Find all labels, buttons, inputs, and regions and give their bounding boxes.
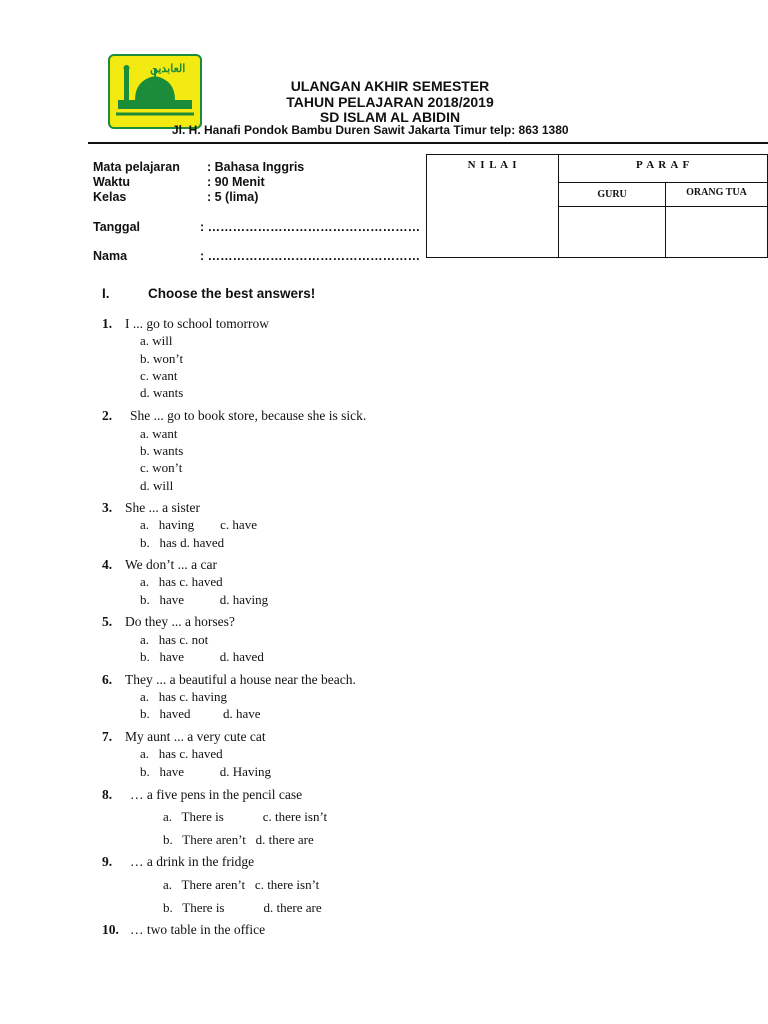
signature-header	[559, 155, 768, 183]
option[interactable]: a. There aren’t c. there isn’t	[163, 877, 320, 892]
option[interactable]: a. has c. haved	[140, 746, 223, 761]
option[interactable]: b. wants	[140, 443, 184, 458]
name-label: Nama	[93, 249, 128, 263]
class-label: Kelas	[93, 190, 127, 204]
score-cell	[427, 155, 559, 258]
question-number: 2.	[102, 408, 113, 423]
parent-header	[665, 183, 767, 207]
option[interactable]: a. has c. having	[140, 689, 228, 704]
date-field[interactable]: : ……………………………………………	[200, 220, 421, 234]
subject-label: Mata pelajaran	[93, 160, 180, 174]
question-text: She ... a sister	[125, 500, 200, 515]
signature-label: P A R A F	[635, 159, 691, 171]
class-value: : 5 (lima)	[207, 190, 259, 204]
time-label: Waktu	[93, 175, 131, 189]
parent-signature-cell[interactable]	[665, 207, 767, 258]
subject-value: : Bahasa Inggris	[207, 160, 305, 174]
option[interactable]: a. has c. not	[140, 632, 209, 647]
option[interactable]: b. have d. haved	[140, 649, 264, 664]
question-number: 9.	[102, 854, 113, 869]
option[interactable]: d. wants	[140, 385, 184, 400]
option[interactable]: a. There is c. there isn’t	[163, 809, 328, 824]
teacher-header	[559, 183, 666, 207]
question-text: … two table in the office	[130, 922, 266, 937]
option[interactable]: b. won’t	[140, 351, 184, 366]
option[interactable]: d. will	[140, 478, 174, 493]
option[interactable]: b. There aren’t d. there are	[163, 832, 314, 847]
section-title: Choose the best answers!	[148, 286, 316, 301]
school-logo	[108, 54, 202, 129]
question-text: My aunt ... a very cute cat	[125, 729, 266, 744]
logo-arabic-text: العابدين	[150, 63, 186, 75]
question-number: 8.	[102, 787, 113, 802]
time-value: : 90 Menit	[207, 175, 265, 189]
question-number: 7.	[102, 729, 113, 744]
option[interactable]: c. won’t	[140, 460, 183, 475]
option[interactable]: a. want	[140, 426, 178, 441]
teacher-label: GURU	[597, 189, 627, 200]
question-text: I ... go to school tomorrow	[125, 316, 269, 331]
option[interactable]: a. having c. have	[140, 517, 257, 532]
option[interactable]: b. haved d. have	[140, 706, 261, 721]
option[interactable]: b. has d. haved	[140, 535, 225, 550]
option[interactable]: c. want	[140, 368, 178, 383]
question-number: 3.	[102, 500, 113, 515]
option[interactable]: b. There is d. there are	[163, 900, 322, 915]
question-text: Do they ... a horses?	[125, 614, 235, 629]
option[interactable]: a. will	[140, 333, 173, 348]
question-text: She ... go to book store, because she is sick.	[130, 408, 367, 423]
score-label: N I L A I	[467, 159, 518, 171]
teacher-signature-cell[interactable]	[559, 207, 666, 258]
question-number: 10.	[102, 922, 119, 937]
grade-table	[426, 154, 768, 258]
question-text: We don’t ... a car	[125, 557, 218, 572]
school-name: SD ISLAM AL ABIDIN	[319, 109, 461, 125]
question-number: 6.	[102, 672, 113, 687]
parent-label: ORANG TUA	[686, 187, 747, 198]
date-label: Tanggal	[93, 220, 140, 234]
exam-title: ULANGAN AKHIR SEMESTER	[290, 78, 490, 94]
section-number: I.	[102, 286, 110, 301]
school-year: TAHUN PELAJARAN 2018/2019	[286, 94, 494, 110]
school-address: Jl. H. Hanafi Pondok Bambu Duren Sawit Jakarta Timur telp: 863 1380	[172, 123, 569, 137]
option[interactable]: a. has c. haved	[140, 574, 223, 589]
question-number: 1.	[102, 316, 113, 331]
name-field[interactable]: : ……………………………………………	[200, 249, 421, 263]
question-number: 5.	[102, 614, 113, 629]
question-text: They ... a beautiful a house near the beach.	[125, 672, 356, 687]
header-divider	[88, 142, 768, 144]
question-number: 4.	[102, 557, 113, 572]
option[interactable]: b. have d. Having	[140, 764, 272, 779]
question-text: … a drink in the fridge	[130, 854, 255, 869]
question-text: … a five pens in the pencil case	[130, 787, 303, 802]
option[interactable]: b. have d. having	[140, 592, 269, 607]
